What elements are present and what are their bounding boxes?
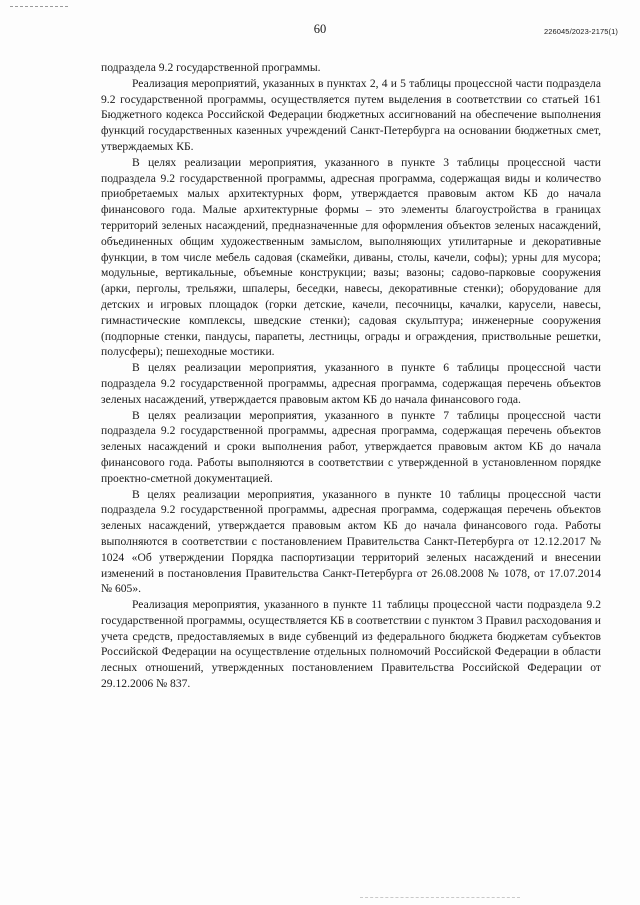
bottom-edge-mark xyxy=(360,897,520,898)
paragraph-item-3: В целях реализации мероприятия, указанного в пункте 3 таблицы процессной части подраздела 9.2 государственной программы, адресная программа, содержащая виды и количество приобретаемых малых архитектурных форм, утверждается правовым актом КБ до начала финансового года. Малые архитектурные формы – это элементы благоустройства в границах территорий зеленых насаждений, предназначенные для оформления объектов зеленых насаждений, объединенных общим художественным замыслом, выполняющих утилитарные и декоративные функции, в том числе мебель садовая (скамейки, диваны, столы, качели, софы); урны для мусора; модульные, вертикальные, объемные конструкции; вазы; вазоны; садово-парковые сооружения (арки, перголы, трельяжи, шпалеры, беседки, навесы, декоративные стенки); оборудование для детских и игровых площадок (горки детские, качели, песочницы, качалки, карусели, навесы, гимнастические комплексы, шведские стенки); садовая скульптура; инженерные сооружения (подпорные стенки, пандусы, парапеты, лестницы, ограды и ограждения, приствольные решетки, полусферы); пешеходные мостики. xyxy=(101,155,601,359)
paragraph-item-10: В целях реализации мероприятия, указанного в пункте 10 таблицы процессной части подраздела 9.2 государственной программы, адресная программа, содержащая перечень объектов зеленых насаждений, утверждается правовым актом КБ до начала финансового года. Работы выполняются в соответствии с постановлением Правительства Санкт-Петербурга от 12.12.2017 № 1024 «Об утверждении Порядка паспортизации территорий зеленых насаждений и внесении изменений в постановления Правительства Санкт-Петербурга от 26.08.2008 № 1078, от 17.07.2014 № 605». xyxy=(101,487,601,596)
paragraph-item-11: Реализация мероприятия, указанного в пункте 11 таблицы процессной части подраздела 9.2 государственной программы, осуществляется КБ в соответствии с пунктом 3 Правил расходования и учета средств, предоставляемых в виде субвенций из федерального бюджета бюджетам субъектов Российской Федерации на осуществление отдельных полномочий Российской Федерации в области лесных отношений, утвержденных постановлением Правительства Российской Федерации от 29.12.2006 № 837. xyxy=(101,598,601,691)
top-edge-mark xyxy=(10,6,68,7)
document-body xyxy=(101,60,601,692)
document-registration-code: 226045/2023-2175(1) xyxy=(543,27,618,36)
paragraph-item-7: В целях реализации мероприятия, указанного в пункте 7 таблицы процессной части подраздела 9.2 государственной программы, адресная программа, содержащая перечень объектов зеленых насаждений и сроки выполнения работ, утверждается правовым актом КБ до начала финансового года. Работы выполняются в соответствии с утвержденной в установленном порядке проектно-сметной документацией. xyxy=(101,408,601,485)
paragraph-continuation: подраздела 9.2 государственной программы. xyxy=(101,61,321,74)
paragraph-item-6: В целях реализации мероприятия, указанного в пункте 6 таблицы процессной части подраздела 9.2 государственной программы, адресная программа, содержащая перечень объектов зеленых насаждений, утверждается правовым актом КБ до начала финансового года. xyxy=(101,361,601,406)
page-number: 60 xyxy=(313,22,327,36)
paragraph-items-2-4-5: Реализация мероприятий, указанных в пунктах 2, 4 и 5 таблицы процессной части подраздела 9.2 государственной программы, осуществляется путем выделения в соответствии со статьей 161 Бюджетного кодекса Российской Федерации бюджетных ассигнований на обеспечение выполнения функций государственных казенных учреждений Санкт-Петербурга на основании бюджетных смет, утверждаемых КБ. xyxy=(101,76,601,153)
